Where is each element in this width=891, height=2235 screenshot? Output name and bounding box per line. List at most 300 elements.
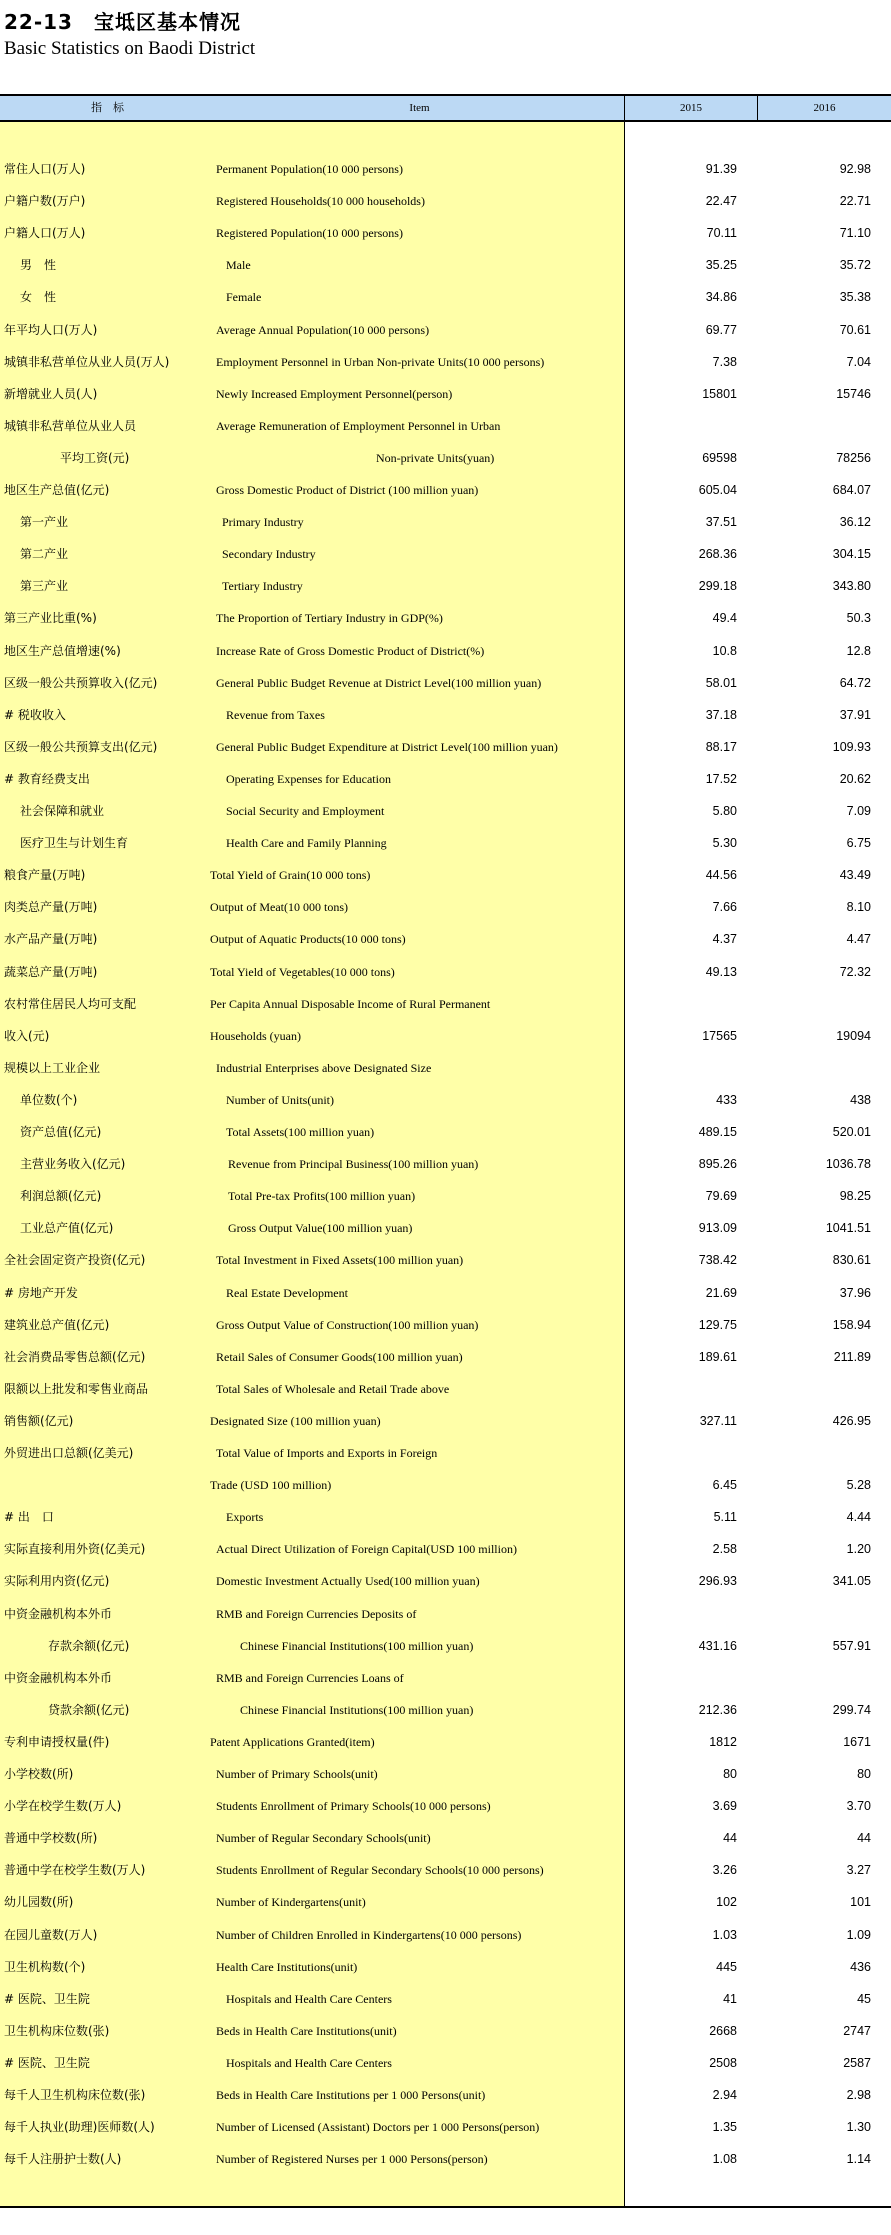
indicator-cn: 卫生机构数(个) <box>4 1959 86 1974</box>
value-2016: 20.62 <box>839 771 871 786</box>
value-2016: 78256 <box>836 450 871 465</box>
value-2015: 431.16 <box>698 1638 737 1653</box>
value-2015: 49.4 <box>712 611 737 626</box>
indicator-en: Hospitals and Health Care Centers <box>226 1991 392 2006</box>
value-2015: 91.39 <box>705 162 737 176</box>
indicator-cn: 专利申请授权量(件) <box>4 1734 110 1749</box>
value-2016: 158.94 <box>832 1317 871 1332</box>
table-row <box>0 763 891 795</box>
value-2015: 296.93 <box>698 1574 737 1589</box>
indicator-cn: 小学校数(所) <box>4 1767 74 1781</box>
value-2016: 12.8 <box>846 643 871 658</box>
header-indicator-cn: 指 标 <box>91 102 124 114</box>
indicator-cn: 卫生机构床位数(张) <box>4 2023 110 2038</box>
indicator-en: Revenue from Taxes <box>226 707 325 722</box>
table-row <box>0 346 891 378</box>
table-row <box>0 249 891 281</box>
value-2015: 17.52 <box>705 771 737 786</box>
value-2015: 41 <box>723 1991 737 2006</box>
table-row <box>0 314 891 346</box>
indicator-en: Output of Aquatic Products(10 000 tons) <box>210 932 406 947</box>
indicator-cn: 区级一般公共预算收入(亿元) <box>4 675 158 690</box>
indicator-cn: 医疗卫生与计划生育 <box>20 836 129 851</box>
table-row <box>0 859 891 891</box>
indicator-cn: 农村常住居民人均可支配 <box>4 996 137 1011</box>
value-2016: 3.27 <box>846 1863 871 1878</box>
value-2016: 4.44 <box>846 1510 871 1525</box>
indicator-cn: 男 性 <box>20 258 57 273</box>
indicator-cn: 社会保障和就业 <box>20 804 105 818</box>
indicator-cn: 蔬菜总产量(万吨) <box>4 964 98 979</box>
indicator-en: Employment Personnel in Urban Non-private Units(10 000 persons) <box>216 354 545 369</box>
table-row <box>0 1116 891 1148</box>
table-row <box>0 1822 891 1854</box>
table-row <box>0 1726 891 1758</box>
table-row <box>0 891 891 923</box>
indicator-cn: 年平均人口(万人) <box>4 322 98 337</box>
value-2016: 19094 <box>836 1028 871 1043</box>
indicator-cn: 第一产业 <box>20 515 69 530</box>
value-2015: 10.8 <box>712 643 737 658</box>
indicator-cn: 在园儿童数(万人) <box>4 1927 98 1942</box>
value-2015: 6.45 <box>712 1478 737 1493</box>
indicator-cn: 主营业务收入(亿元) <box>20 1157 126 1172</box>
indicator-cn: 普通中学在校学生数(万人) <box>4 1863 146 1878</box>
value-2015: 37.18 <box>705 707 737 722</box>
value-2016: 15746 <box>836 386 871 401</box>
indicator-en: Male <box>226 258 251 273</box>
indicator-en: Number of Regular Secondary Schools(unit) <box>216 1831 431 1846</box>
table-row <box>0 2143 891 2175</box>
indicator-en: Newly Increased Employment Personnel(person) <box>216 386 453 401</box>
indicator-cn: 第三产业 <box>20 579 69 594</box>
indicator-en: Registered Population(10 000 persons) <box>216 226 403 241</box>
indicator-en: Non-private Units(yuan) <box>376 450 495 465</box>
table-row <box>0 1983 891 2015</box>
value-2016: 50.3 <box>846 611 871 626</box>
indicator-en: Total Investment in Fixed Assets(100 million yuan) <box>216 1253 464 1268</box>
table-row <box>0 1919 891 1951</box>
value-2016: 109.93 <box>832 739 871 754</box>
value-2016: 70.61 <box>839 322 871 337</box>
value-2016: 7.09 <box>846 804 871 818</box>
table-row <box>0 1437 891 1469</box>
table-row <box>0 988 891 1020</box>
value-2015: 2508 <box>709 2055 737 2070</box>
table-title-chinese: 22-13 宝坻区基本情况 <box>4 10 241 34</box>
value-2015: 7.66 <box>712 900 737 915</box>
value-2016: 211.89 <box>833 1349 871 1364</box>
indicator-en: Female <box>226 290 262 305</box>
indicator-cn: 收入(元) <box>4 1028 50 1043</box>
table-row <box>0 795 891 827</box>
table-row <box>0 1373 891 1405</box>
indicator-en: Revenue from Principal Business(100 million yuan) <box>228 1157 479 1172</box>
table-row <box>0 1630 891 1662</box>
indicator-cn: # 教育经费支出 <box>4 771 90 786</box>
value-2015: 605.04 <box>698 483 737 497</box>
value-2016: 1041.51 <box>825 1221 871 1236</box>
indicator-cn: 每千人卫生机构床位数(张) <box>4 2088 146 2102</box>
indicator-en: Students Enrollment of Primary Schools(10 000 persons) <box>216 1799 491 1814</box>
indicator-cn: 资产总值(亿元) <box>20 1125 102 1139</box>
value-2015: 212.36 <box>698 1702 737 1717</box>
value-2015: 34.86 <box>705 290 737 305</box>
indicator-cn: 中资金融机构本外币 <box>4 1670 113 1685</box>
table-row <box>0 1405 891 1437</box>
value-2015: 5.11 <box>713 1510 737 1525</box>
indicator-en: Health Care Institutions(unit) <box>216 1959 358 1974</box>
indicator-en: Number of Primary Schools(unit) <box>216 1767 378 1781</box>
value-2016: 80 <box>857 1767 871 1781</box>
indicator-en: Beds in Health Care Institutions(unit) <box>216 2023 397 2038</box>
value-2016: 426.95 <box>832 1413 871 1428</box>
indicator-cn: 外贸进出口总额(亿美元) <box>4 1446 134 1460</box>
value-2015: 2.94 <box>712 2088 737 2102</box>
value-2015: 2.58 <box>712 1542 737 1557</box>
value-2016: 557.91 <box>832 1638 871 1653</box>
value-2016: 36.12 <box>839 515 871 530</box>
indicator-en: Total Pre-tax Profits(100 million yuan) <box>228 1189 416 1204</box>
value-2016: 830.61 <box>832 1253 871 1268</box>
value-2016: 43.49 <box>839 868 871 883</box>
table-row <box>0 1148 891 1180</box>
table-row <box>0 602 891 634</box>
indicator-cn: 地区生产总值(亿元) <box>4 483 110 497</box>
indicator-en: Industrial Enterprises above Designated Size <box>216 1060 432 1075</box>
header-year-2015: 2015 <box>680 102 702 114</box>
indicator-en: Gross Output Value of Construction(100 million yuan) <box>216 1317 479 1332</box>
indicator-en: Total Yield of Vegetables(10 000 tons) <box>210 964 395 979</box>
indicator-cn: 小学在校学生数(万人) <box>4 1799 122 1814</box>
indicator-cn: 城镇非私营单位从业人员 <box>4 418 137 433</box>
value-2015: 3.26 <box>712 1863 737 1878</box>
table-row <box>0 1277 891 1309</box>
value-2016: 1.30 <box>846 2120 871 2135</box>
indicator-cn: 中资金融机构本外币 <box>4 1606 113 1621</box>
value-2015: 7.38 <box>712 354 737 369</box>
indicator-en: Households (yuan) <box>210 1028 301 1043</box>
value-2016: 37.96 <box>839 1285 871 1300</box>
table-row <box>0 1309 891 1341</box>
table-row <box>0 1084 891 1116</box>
indicator-en: Average Remuneration of Employment Personnel in Urban <box>216 418 501 433</box>
value-2015: 1812 <box>709 1734 737 1749</box>
table-row <box>0 1469 891 1501</box>
value-2015: 4.37 <box>712 932 737 947</box>
indicator-en: Retail Sales of Consumer Goods(100 million yuan) <box>216 1349 463 1364</box>
table-row <box>0 378 891 410</box>
indicator-en: The Proportion of Tertiary Industry in GDP(%) <box>216 611 443 626</box>
indicator-en: RMB and Foreign Currencies Deposits of <box>216 1606 417 1621</box>
value-2016: 1036.78 <box>825 1157 871 1172</box>
table-row <box>0 2111 891 2143</box>
indicator-en: Registered Households(10 000 households) <box>216 194 425 209</box>
indicator-cn: 户籍人口(万人) <box>4 226 86 241</box>
value-2016: 438 <box>850 1092 871 1107</box>
value-2015: 1.03 <box>712 1927 737 1942</box>
value-2016: 341.05 <box>832 1574 871 1589</box>
value-2015: 913.09 <box>698 1221 737 1236</box>
value-2015: 44 <box>723 1831 737 1846</box>
table-body <box>0 94 891 2208</box>
value-2016: 2747 <box>843 2023 871 2038</box>
indicator-cn: # 出 口 <box>4 1510 54 1525</box>
indicator-cn: 工业总产值(亿元) <box>20 1221 114 1236</box>
indicator-cn: 每千人执业(助理)医师数(人) <box>4 2120 155 2135</box>
value-2015: 2668 <box>709 2023 737 2038</box>
value-2016: 2587 <box>843 2055 871 2070</box>
value-2016: 6.75 <box>846 836 871 851</box>
indicator-en: Students Enrollment of Regular Secondary Schools(10 000 persons) <box>216 1863 544 1878</box>
indicator-cn: # 房地产开发 <box>4 1285 78 1300</box>
value-2015: 102 <box>716 1895 737 1910</box>
indicator-cn: 建筑业总产值(亿元) <box>4 1317 110 1332</box>
table-row <box>0 699 891 731</box>
indicator-cn: 水产品产量(万吨) <box>4 932 98 947</box>
value-2015: 1.35 <box>712 2120 737 2135</box>
indicator-cn: 贷款余额(亿元) <box>48 1702 130 1717</box>
indicator-en: Gross Output Value(100 million yuan) <box>228 1221 413 1236</box>
value-2015: 80 <box>723 1767 737 1781</box>
indicator-cn: 地区生产总值增速(%) <box>4 643 121 658</box>
value-2015: 70.11 <box>706 226 737 241</box>
table-row <box>0 1341 891 1373</box>
indicator-cn: 城镇非私营单位从业人员(万人) <box>4 354 170 369</box>
table-row <box>0 923 891 955</box>
table-row <box>0 1886 891 1918</box>
value-2015: 17565 <box>702 1028 737 1043</box>
value-2015: 5.80 <box>712 804 737 818</box>
table-row <box>0 1951 891 1983</box>
table-row <box>0 635 891 667</box>
indicator-en: Number of Registered Nurses per 1 000 Persons(person) <box>216 2152 488 2167</box>
table-bottom-rule <box>0 2206 891 2208</box>
value-2016: 5.28 <box>846 1478 871 1493</box>
value-2015: 299.18 <box>698 579 737 594</box>
indicator-en: Chinese Financial Institutions(100 million yuan) <box>240 1702 474 1717</box>
indicator-en: Domestic Investment Actually Used(100 million yuan) <box>216 1574 480 1589</box>
value-2015: 489.15 <box>698 1125 737 1139</box>
value-2016: 4.47 <box>846 932 871 947</box>
value-2015: 189.61 <box>698 1349 737 1364</box>
indicator-en: RMB and Foreign Currencies Loans of <box>216 1670 404 1685</box>
value-2016: 436 <box>850 1959 871 1974</box>
table-row <box>0 1790 891 1822</box>
value-2016: 22.71 <box>839 194 871 209</box>
indicator-en: Operating Expenses for Education <box>226 771 391 786</box>
table-row <box>0 1244 891 1276</box>
indicator-en: Hospitals and Health Care Centers <box>226 2055 392 2070</box>
indicator-cn: 实际利用内资(亿元) <box>4 1574 110 1589</box>
value-2016: 98.25 <box>839 1189 871 1204</box>
value-2016: 343.80 <box>832 579 871 594</box>
value-2015: 88.17 <box>705 739 737 754</box>
indicator-en: Total Value of Imports and Exports in Foreign <box>216 1446 438 1460</box>
indicator-cn: 单位数(个) <box>20 1092 78 1107</box>
value-2015: 69.77 <box>705 322 737 337</box>
table-row <box>0 153 891 185</box>
value-2015: 22.47 <box>705 194 737 209</box>
indicator-en: Gross Domestic Product of District (100 million yuan) <box>216 483 479 497</box>
table-row <box>0 1052 891 1084</box>
indicator-en: Exports <box>226 1510 264 1525</box>
indicator-en: Number of Children Enrolled in Kindergartens(10 000 persons) <box>216 1927 522 1942</box>
indicator-en: Number of Licensed (Assistant) Doctors per 1 000 Persons(person) <box>216 2120 540 2135</box>
indicator-en: General Public Budget Revenue at District Level(100 million yuan) <box>216 675 542 690</box>
table-row <box>0 1533 891 1565</box>
table-row <box>0 1020 891 1052</box>
indicator-en: Total Yield of Grain(10 000 tons) <box>210 868 371 883</box>
value-2016: 1.20 <box>846 1542 871 1557</box>
indicator-en: Average Annual Population(10 000 persons) <box>216 322 430 337</box>
indicator-en: General Public Budget Expenditure at District Level(100 million yuan) <box>216 739 558 754</box>
table-row <box>0 1598 891 1630</box>
indicator-en: Tertiary Industry <box>222 579 303 594</box>
value-2016: 37.91 <box>839 707 871 722</box>
indicator-cn: 全社会固定资产投资(亿元) <box>4 1253 146 1268</box>
value-2015: 69598 <box>702 450 737 465</box>
indicator-en: Permanent Population(10 000 persons) <box>216 162 403 176</box>
indicator-cn: 肉类总产量(万吨) <box>4 900 98 915</box>
table-row <box>0 2079 891 2111</box>
indicator-en: Designated Size (100 million yuan) <box>210 1413 381 1428</box>
value-2016: 3.70 <box>846 1799 871 1814</box>
indicator-en: Increase Rate of Gross Domestic Product of District(%) <box>216 643 485 658</box>
table-row <box>0 570 891 602</box>
indicator-en: Total Sales of Wholesale and Retail Trade above <box>216 1381 450 1396</box>
indicator-cn: # 医院、卫生院 <box>4 1991 90 2006</box>
table-row <box>0 474 891 506</box>
value-2016: 520.01 <box>832 1125 871 1139</box>
table-row <box>0 1180 891 1212</box>
table-row <box>0 442 891 474</box>
table-row <box>0 827 891 859</box>
indicator-cn: 限额以上批发和零售业商品 <box>4 1381 149 1396</box>
indicator-en: Number of Kindergartens(unit) <box>216 1895 366 1910</box>
indicator-cn: 平均工资(元) <box>60 450 130 465</box>
statistics-table <box>0 94 891 2208</box>
value-2015: 49.13 <box>705 964 737 979</box>
table-row <box>0 1662 891 1694</box>
table-row <box>0 217 891 249</box>
indicator-cn: 利润总额(亿元) <box>20 1189 102 1204</box>
indicator-en: Actual Direct Utilization of Foreign Capital(USD 100 million) <box>216 1542 517 1557</box>
value-2015: 21.69 <box>705 1285 737 1300</box>
table-row <box>0 538 891 570</box>
indicator-cn: # 税收收入 <box>4 707 66 722</box>
indicator-cn: 女 性 <box>20 290 57 305</box>
indicator-cn: 实际直接利用外资(亿美元) <box>4 1542 146 1557</box>
table-row <box>0 1854 891 1886</box>
value-2015: 268.36 <box>698 547 737 562</box>
table-row <box>0 1694 891 1726</box>
indicator-en: Beds in Health Care Institutions per 1 000 Persons(unit) <box>216 2088 486 2102</box>
indicator-en: Social Security and Employment <box>226 804 385 818</box>
value-2016: 1.14 <box>846 2152 871 2167</box>
table-row <box>0 506 891 538</box>
table-title-english: Basic Statistics on Baodi District <box>4 38 256 59</box>
indicator-cn: 存款余额(亿元) <box>48 1638 130 1653</box>
table-row <box>0 1501 891 1533</box>
header-year-2016: 2016 <box>813 102 836 114</box>
value-2015: 129.75 <box>698 1317 737 1332</box>
indicator-cn: 幼儿园数(所) <box>4 1895 74 1910</box>
table-row <box>0 956 891 988</box>
value-2015: 79.69 <box>705 1189 737 1204</box>
indicator-cn: 普通中学校数(所) <box>4 1831 98 1846</box>
value-2015: 738.42 <box>698 1253 737 1268</box>
indicator-cn: 第三产业比重(%) <box>4 611 97 626</box>
value-2016: 2.98 <box>846 2088 871 2102</box>
indicator-cn: 区级一般公共预算支出(亿元) <box>4 739 158 754</box>
indicator-cn: 第二产业 <box>20 547 69 562</box>
value-2015: 433 <box>716 1092 737 1107</box>
value-2016: 35.38 <box>839 290 871 305</box>
indicator-en: Trade (USD 100 million) <box>210 1478 332 1493</box>
table-row <box>0 410 891 442</box>
value-2016: 101 <box>850 1895 871 1910</box>
indicator-en: Primary Industry <box>222 515 304 530</box>
value-2016: 72.32 <box>839 964 871 979</box>
table-row <box>0 1758 891 1790</box>
value-2016: 92.98 <box>839 162 871 176</box>
value-2015: 327.11 <box>699 1413 737 1428</box>
table-row <box>0 1565 891 1597</box>
value-2016: 1.09 <box>846 1927 871 1942</box>
indicator-cn: 规模以上工业企业 <box>4 1060 101 1075</box>
value-2016: 299.74 <box>832 1702 871 1717</box>
value-2015: 3.69 <box>712 1799 737 1814</box>
header-item-en: Item <box>409 102 430 114</box>
indicator-cn: 户籍户数(万户) <box>4 194 86 209</box>
value-2015: 15801 <box>702 386 737 401</box>
table-row <box>0 2047 891 2079</box>
indicator-en: Number of Units(unit) <box>226 1092 334 1107</box>
table-row <box>0 731 891 763</box>
indicator-cn: 社会消费品零售总额(亿元) <box>4 1349 146 1364</box>
value-2016: 71.10 <box>839 226 871 241</box>
indicator-en: Patent Applications Granted(item) <box>210 1734 375 1749</box>
value-2016: 44 <box>857 1831 871 1846</box>
indicator-en: Total Assets(100 million yuan) <box>226 1125 375 1139</box>
value-2015: 445 <box>716 1959 737 1974</box>
value-2016: 45 <box>857 1991 871 2006</box>
value-2016: 1671 <box>843 1734 871 1749</box>
value-2015: 44.56 <box>705 868 737 883</box>
value-2015: 1.08 <box>712 2152 737 2167</box>
indicator-en: Health Care and Family Planning <box>226 836 387 851</box>
value-2016: 35.72 <box>839 258 871 273</box>
indicator-cn: 每千人注册护士数(人) <box>4 2152 122 2167</box>
indicator-en: Per Capita Annual Disposable Income of Rural Permanent <box>210 996 491 1011</box>
value-2016: 304.15 <box>832 547 871 562</box>
value-2016: 8.10 <box>846 900 871 915</box>
indicator-cn: 销售额(亿元) <box>4 1413 74 1428</box>
table-row <box>0 185 891 217</box>
value-2016: 64.72 <box>839 675 871 690</box>
indicator-en: Output of Meat(10 000 tons) <box>210 900 348 915</box>
value-2015: 5.30 <box>712 836 737 851</box>
value-2016: 684.07 <box>832 483 871 497</box>
value-2015: 37.51 <box>705 515 737 530</box>
table-row <box>0 667 891 699</box>
indicator-en: Chinese Financial Institutions(100 million yuan) <box>240 1638 474 1653</box>
indicator-en: Real Estate Development <box>226 1285 348 1300</box>
table-row <box>0 281 891 313</box>
indicator-cn: 新增就业人员(人) <box>4 386 98 401</box>
indicator-cn: 常住人口(万人) <box>4 162 86 176</box>
